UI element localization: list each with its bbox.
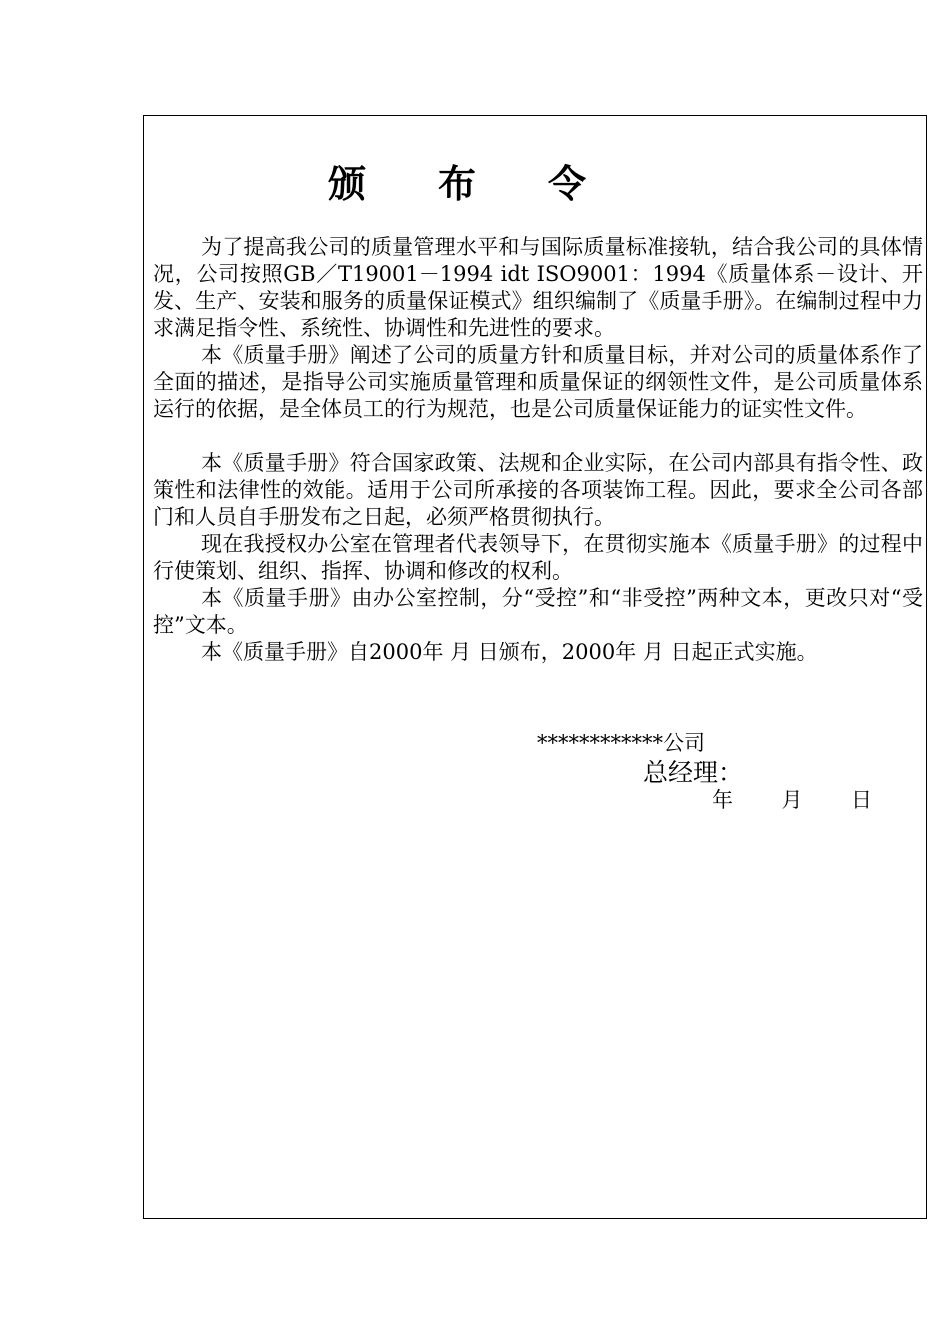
- general-manager-label: 总经理：: [643, 758, 744, 787]
- company-name: ************公司: [537, 731, 705, 755]
- date-month: 月: [781, 788, 803, 812]
- date-day: 日: [851, 788, 872, 812]
- paragraph-control: 本《质量手册》由办公室控制，分“受控”和“非受控”两种文本，更改只对“受控”文本。: [153, 586, 923, 637]
- paragraph-authorization: 现在我授权办公室在管理者代表领导下，在贯彻实施本《质量手册》的过程中行使策划、组织、指挥、协调和修改的权利。: [153, 532, 923, 583]
- paragraph-applicability: 本《质量手册》符合国家政策、法规和企业实际，在公司内部具有指令性、政策性和法律性的效能。适用于公司所承接的各项装饰工程。因此，要求全公司各部门和人员自手册发布之日起，必须严格贯彻执行。: [153, 451, 923, 529]
- paragraph-description: 本《质量手册》阐述了公司的质量方针和质量目标，并对公司的质量体系作了全面的描述，是指导公司实施质量管理和质量保证的纲领性文件，是公司质量体系运行的依据，是全体员工的行为规范，也是公司质量保证能力的证实性文件。: [153, 343, 923, 421]
- paragraph-effective-date: 本《质量手册》自2000年 月 日颁布，2000年 月 日起正式实施。: [201, 640, 818, 664]
- document-body: [153, 234, 923, 666]
- date-year: 年: [712, 788, 733, 812]
- signature-date: [712, 787, 872, 814]
- paragraph-purpose: 为了提高我公司的质量管理水平和与国际质量标准接轨，结合我公司的具体情况，公司按照GB／T19001－1994 idt ISO9001：1994《质量体系－设计、开发、生产、安装和服务的质量保证模式》组织编制了《质量手册》。在编制过程中力求满足指令性、系统性、协调性和先进性的要求。: [153, 235, 923, 340]
- document-title: 颁布令: [327, 162, 658, 206]
